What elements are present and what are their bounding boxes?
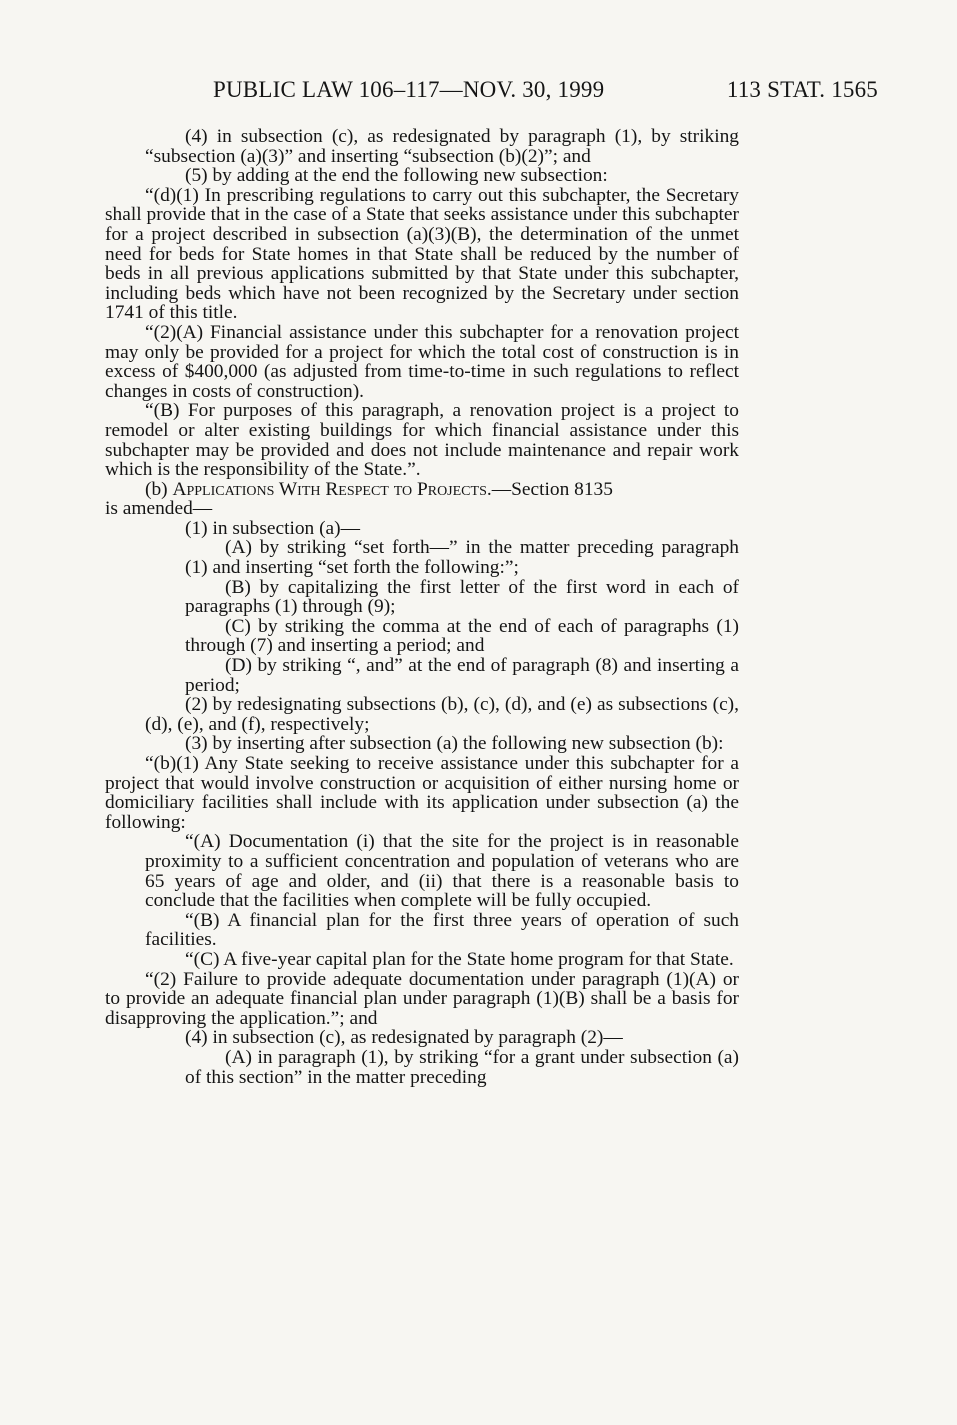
paragraph: (5) by adding at the end the following new subsection: [185,165,608,187]
paragraph: (2) by redesignating subsections (b), (c), (d), and (e) as subsections (c), (d), (e), and (f), respectively; [145,694,739,735]
paragraph: (B) by capitalizing the first letter of the first word in each of paragraphs (1) through (9); [185,576,739,618]
paragraph: (3) by inserting after subsection (a) the following new subsection (b): [185,733,724,755]
paragraph: (C) by striking the comma at the end of each of paragraphs (1) through (7) and inserting a period; and [185,615,739,657]
paragraph: (4) in subsection (c), as redesignated by paragraph (1), by striking “subsection (a)(3)” and inserting “subsection (b)(2)”; and [145,126,739,167]
header-citation: PUBLIC LAW 106–117—NOV. 30, 1999 [213,77,605,102]
paragraph: (4) in subsection (c), as redesignated by paragraph (2)— [185,1027,623,1049]
header-page-number: 113 STAT. 1565 [726,77,878,102]
paragraph: “(2) Failure to provide adequate documentation under paragraph (1)(A) or to provide an adequate financial plan under paragraph (1)(B) shall be a basis for disapproving the application.”; and [105,968,739,1029]
paragraph: (A) by striking “set forth—” in the matter preceding paragraph (1) and inserting “set forth the following:”; [185,537,739,579]
running-header [213,76,878,104]
paragraph: (A) in paragraph (1), by striking “for a grant under subsection (a) of this section” in the matter preceding [185,1046,739,1088]
section-b-heading-line [105,480,739,500]
paragraph: “(b)(1) Any State seeking to receive assistance under this subchapter for a project that would involve construction or acquisition of either nursing home or domiciliary facilities shall include with its application under subsection (a) the following: [105,753,739,833]
paragraph: “(d)(1) In prescribing regulations to carry out this subchapter, the Secretary shall provide that in the case of a State that seeks assistance under this subchapter for a project described in subsection (a)(3)(B), the determination of the unmet need for beds for State homes in that State shall be reduced by the number of beds in all previous applications submitted by that State under this subchapter, including beds which have not been recognized by the Secretary under section 1741 of this title. [105,184,739,324]
body-text [105,127,739,1087]
paragraph: “(A) Documentation (i) that the site for the project is in reasonable proximity to a sufficient concentration and population of veterans who are 65 years of age and older, and (ii) that there is a reasonable basis to conclude that the facilities when complete will be fully occupied. [145,831,739,912]
section-b-prefix: (b) [145,478,173,500]
paragraph: (D) by striking “, and” at the end of paragraph (8) and inserting a period; [185,655,739,696]
paragraph: is amended— [105,498,213,520]
paragraph: “(B) A financial plan for the first three years of operation of such facilities. [145,909,739,951]
section-b-text: —Section 8135 [491,478,613,500]
section-b-heading: Applications With Respect to Projects. [172,478,492,500]
paragraph: “(2)(A) Financial assistance under this subchapter for a renovation project may only be provided for a project for which the total cost of construction is in excess of $400,000 (as adjusted from time-to-time in such regulations to reflect changes in costs of construction). [105,321,739,402]
paragraph: “(B) For purposes of this paragraph, a renovation project is a project to remodel or alter existing buildings for which financial assistance under this subchapter may be provided and does not include maintenance and repair work which is the responsibility of the State.”. [105,400,739,481]
paragraph: (1) in subsection (a)— [185,517,361,539]
paragraph: “(C) A five-year capital plan for the State home program for that State. [185,948,734,970]
